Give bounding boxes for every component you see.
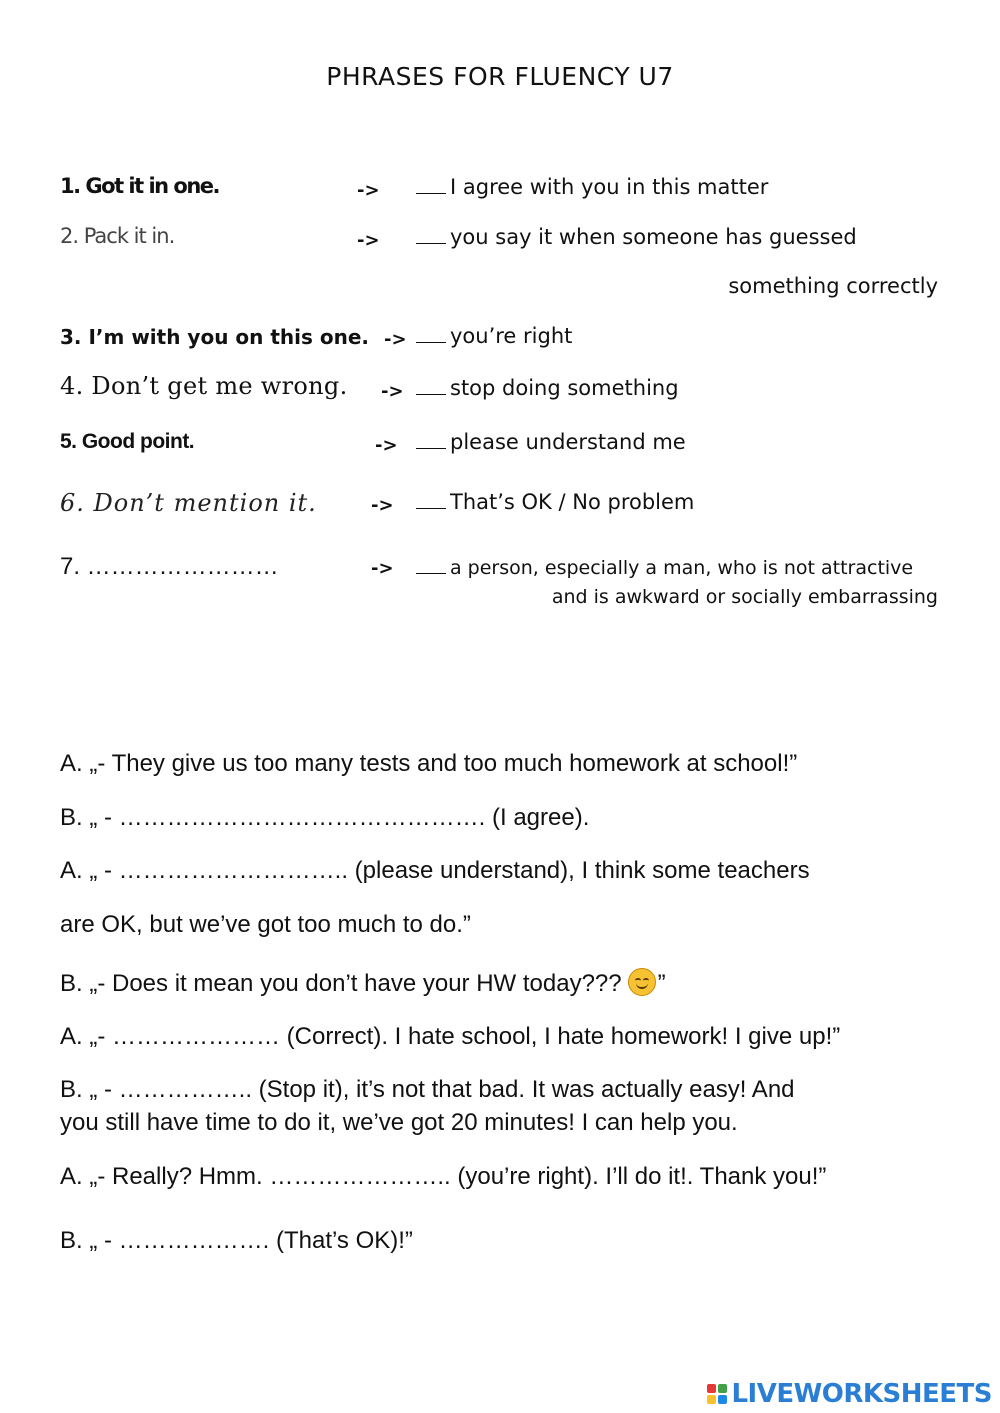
logo-square-yellow xyxy=(707,1395,716,1404)
definition-6: That’s OK / No problem xyxy=(450,490,695,514)
definition-row-4 xyxy=(416,376,679,400)
definition-row-7 xyxy=(416,555,913,579)
logo-square-red xyxy=(707,1384,716,1393)
answer-blank-4[interactable] xyxy=(416,376,446,395)
liveworksheets-logo[interactable] xyxy=(707,1380,992,1408)
phrase-7-blank[interactable]: 7. …………………… xyxy=(60,553,279,580)
dialogue-line-4 xyxy=(60,968,666,998)
definition-3: you’re right xyxy=(450,324,573,348)
dialogue-line-5[interactable]: A. „- ………………… (Correct). I hate school, I hate homework! I give up!” xyxy=(60,1023,841,1050)
answer-blank-6[interactable] xyxy=(416,490,446,509)
dialogue-line-2[interactable]: B. „ - ………………………………………. (I agree). xyxy=(60,804,590,831)
page-title: PHRASES FOR FLUENCY U7 xyxy=(326,62,674,91)
definition-7: a person, especially a man, who is not attractive xyxy=(450,557,914,579)
definition-4: stop doing something xyxy=(450,376,679,400)
logo-square-blue xyxy=(718,1395,727,1404)
phrase-3: 3. I’m with you on this one. xyxy=(60,325,369,349)
phrase-4: 4. Don’t get me wrong. xyxy=(60,372,348,400)
arrow-5: -> xyxy=(375,435,398,456)
answer-blank-1[interactable] xyxy=(416,175,446,194)
definition-row-3 xyxy=(416,324,572,348)
arrow-1: -> xyxy=(357,180,380,201)
liveworksheets-icon xyxy=(707,1384,727,1404)
answer-blank-5[interactable] xyxy=(416,430,446,449)
dialogue-line-4-text: B. „- Does it mean you don’t have your HW today??? xyxy=(60,970,622,997)
logo-square-green xyxy=(718,1384,727,1393)
dialogue-line-6-continued: you still have time to do it, we’ve got 20 minutes! I can help you. xyxy=(60,1109,738,1136)
arrow-2: -> xyxy=(357,230,380,251)
dialogue-line-3-continued: are OK, but we’ve got too much to do.” xyxy=(60,911,471,938)
phrase-5: 5. Good point. xyxy=(60,430,195,453)
definition-row-6 xyxy=(416,490,694,514)
definition-row-1 xyxy=(416,175,768,199)
definition-2-continuation: something correctly xyxy=(728,274,938,298)
arrow-4: -> xyxy=(381,381,404,402)
dialogue-line-3[interactable]: A. „ - ……………………….. (please understand), I think some teachers xyxy=(60,857,810,884)
definition-2: you say it when someone has guessed xyxy=(450,225,857,249)
phrase-6: 6. Don’t mention it. xyxy=(60,489,317,517)
answer-blank-3[interactable] xyxy=(416,324,446,343)
phrase-2: 2. Pack it in. xyxy=(60,224,175,248)
dialogue-line-4-end: ” xyxy=(657,970,666,997)
dialogue-line-7[interactable]: A. „- Really? Hmm. ………………….. (you’re right). I’ll do it!. Thank you!” xyxy=(60,1163,827,1190)
definition-7-continuation: and is awkward or socially embarrassing xyxy=(551,586,938,608)
answer-blank-2[interactable] xyxy=(416,225,446,244)
dialogue-line-1: A. „- They give us too many tests and too much homework at school!” xyxy=(60,750,798,777)
definition-row-2 xyxy=(416,225,857,249)
arrow-6: -> xyxy=(371,495,394,516)
dialogue-line-6[interactable]: B. „ - …………….. (Stop it), it’s not that bad. It was actually easy! And xyxy=(60,1076,795,1103)
brand-name: LIVEWORKSHEETS xyxy=(731,1379,992,1409)
definition-1: I agree with you in this matter xyxy=(450,175,769,199)
phrase-1: 1. Got it in one. xyxy=(60,174,220,198)
definition-row-5 xyxy=(416,430,686,454)
definition-5: please understand me xyxy=(450,430,686,454)
answer-blank-7[interactable] xyxy=(416,555,446,574)
arrow-7: -> xyxy=(371,558,394,579)
dialogue-line-8[interactable]: B. „ - ………………. (That’s OK)!” xyxy=(60,1227,413,1254)
arrow-3: -> xyxy=(384,329,407,350)
smiling-face-icon xyxy=(628,968,656,996)
